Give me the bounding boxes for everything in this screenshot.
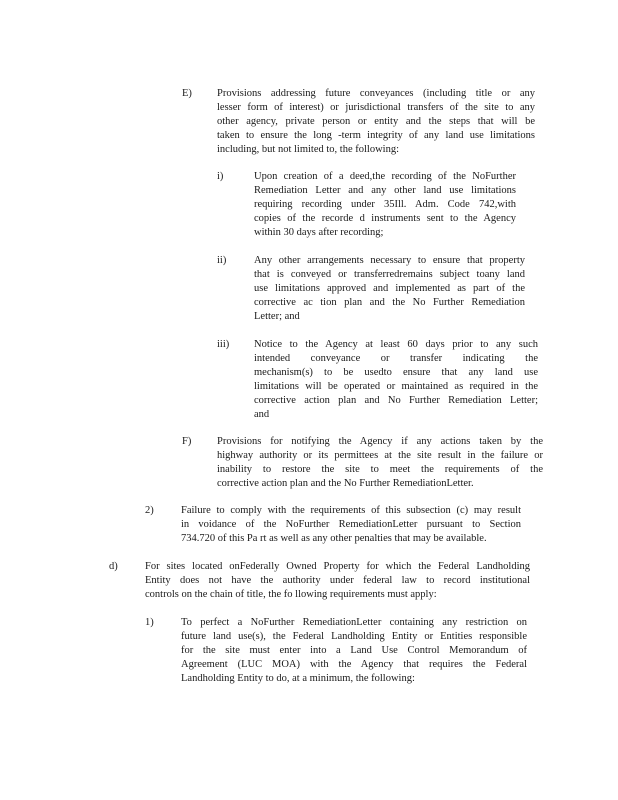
text-line: Entity does not have the authority under federal law to record institutional [145,575,530,586]
item-marker: d) [109,561,118,572]
text-line: Failure to comply with the requirements of this subsection (c) may result [181,505,521,516]
item-marker: iii) [217,339,230,350]
item-text [145,560,530,602]
text-line: requiring recording under 35Ill. Adm. Code 742,with [254,199,516,210]
text-line: Upon creation of a deed,the recording of the NoFurther [254,171,516,182]
item-marker: ii) [217,255,227,266]
text-line: For sites located onFederally Owned Property for which the Federal Landholding [145,561,530,572]
item-marker: 1) [145,617,154,628]
text-line: Agreement (LUC MOA) with the Agency that requires the Federal [181,659,527,670]
item-marker: 2) [145,505,154,516]
text-line: and [254,409,270,420]
text-line: lesser form of interest) or jurisdictional transfers of the site to any [217,102,535,113]
text-line: copies of the recorde d instruments sent to the Agency [254,213,516,224]
item-marker: i) [217,171,224,182]
text-line: in voidance of the NoFurther RemediationLetter pursuant to Section [181,519,521,530]
text-line: inability to restore the site to meet the requirements of the [217,464,543,475]
text-line: other agency, private person or entity and the steps that will be [217,116,535,127]
item-text [181,616,527,686]
text-line: including, but not limited to, the following: [217,144,399,155]
item-text [217,87,535,157]
text-line: that is conveyed or transferredremains subject toany land [254,269,525,280]
text-line: corrective action plan and No Further Remediation Letter; [254,395,538,406]
item-marker: F) [182,436,192,447]
text-line: corrective action plan and the No Further RemediationLetter. [217,478,474,489]
text-line: Any other arrangements necessary to ensure that property [254,255,525,266]
text-line: To perfect a NoFurther RemediationLetter containing any restriction on [181,617,527,628]
text-line: Landholding Entity to do, at a minimum, the following: [181,673,415,684]
text-line: for the site must enter into a Land Use Control Memorandum of [181,645,527,656]
item-text [217,435,543,491]
text-line: taken to ensure the long -term integrity of any land use limitations [217,130,535,141]
text-line: Remediation Letter and any other land use limitations [254,185,516,196]
item-text [254,170,516,240]
text-line: future land use(s), the Federal Landholding Entity or Entities responsible [181,631,527,642]
text-line: highway authority or its permittees at the site result in the failure or [217,450,543,461]
text-line: Provisions for notifying the Agency if any actions taken by the [217,436,543,447]
text-line: 734.720 of this Pa rt as well as any other penalties that may be available. [181,533,487,544]
text-line: within 30 days after recording; [254,227,384,238]
text-line: mechanism(s) to be usedto ensure that any land use [254,367,538,378]
text-line: corrective ac tion plan and the No Further Remediation [254,297,525,308]
item-text [254,338,538,422]
item-text [254,254,525,324]
text-line: controls on the chain of title, the fo llowing requirements must apply: [145,589,437,600]
text-line: Notice to the Agency at least 60 days prior to any such [254,339,538,350]
text-line: Letter; and [254,311,300,322]
text-line: use limitations approved and implemented as part of the [254,283,525,294]
text-line: limitations will be operated or maintained as required in the [254,381,538,392]
text-line: intended conveyance or transfer indicating the [254,353,538,364]
text-line: Provisions addressing future conveyances (including title or any [217,88,535,99]
item-marker: E) [182,88,192,99]
item-text [181,504,521,546]
